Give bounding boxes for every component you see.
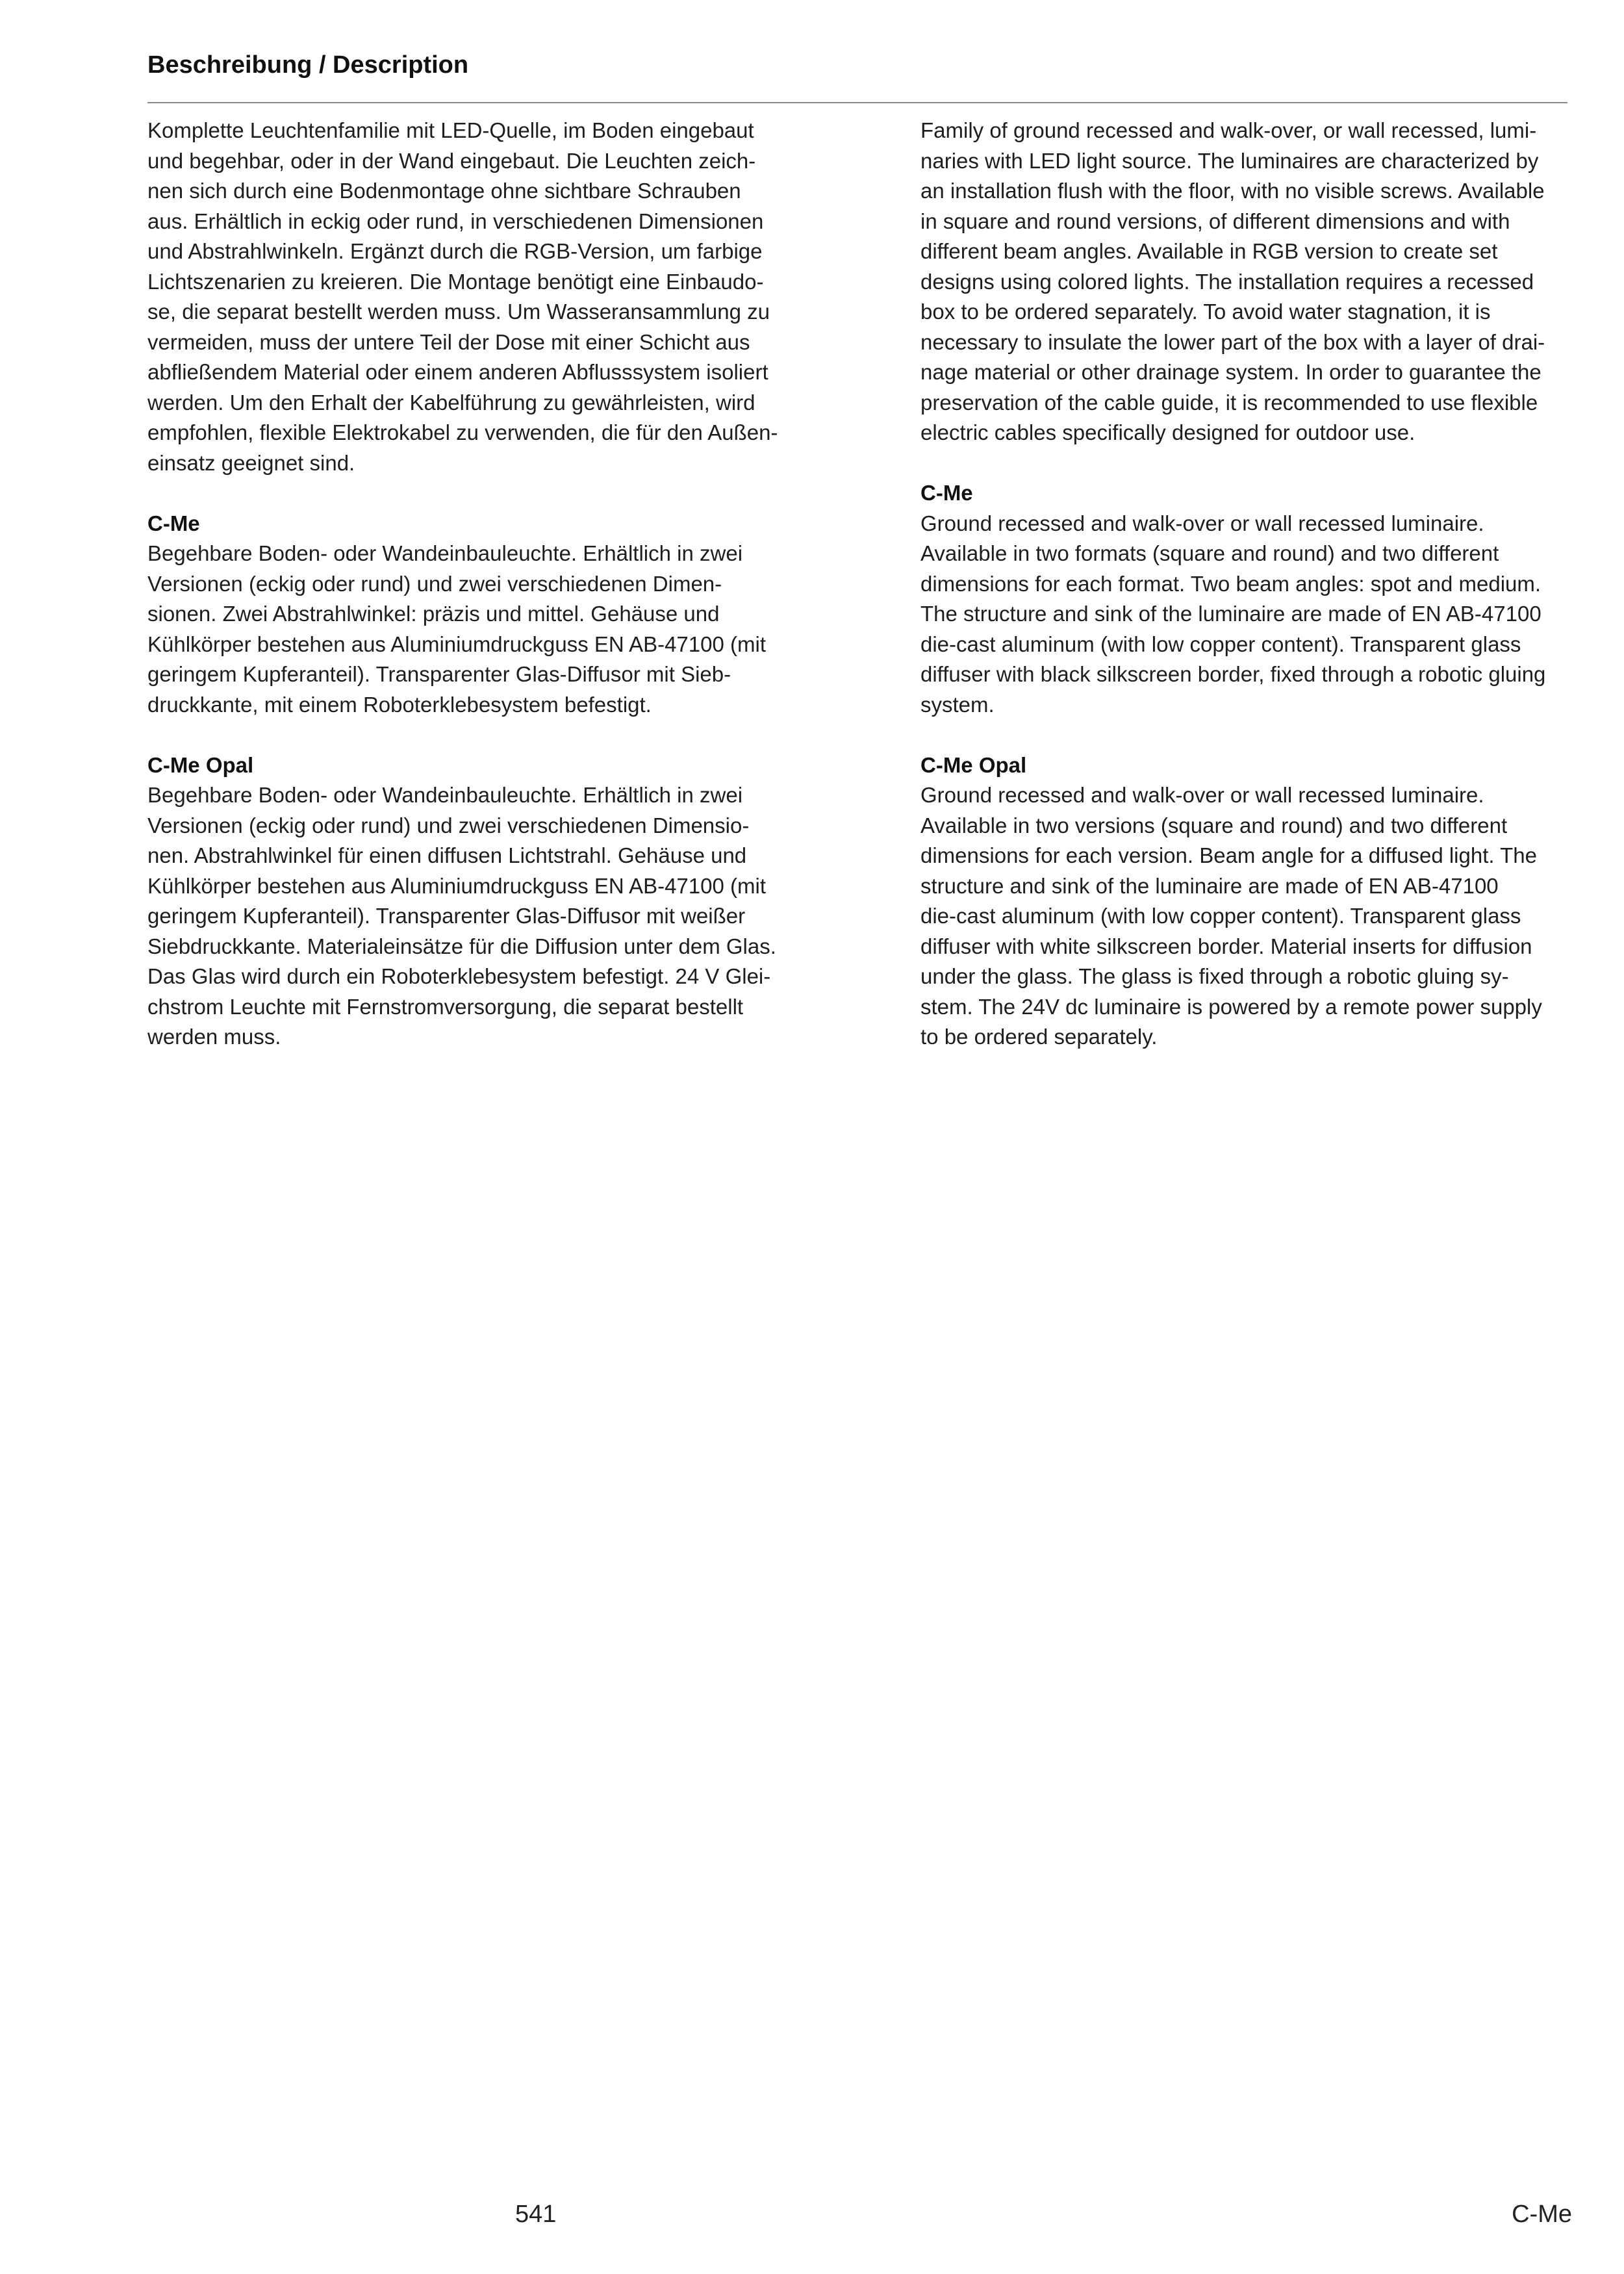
text-line: stem. The 24V dc luminaire is powered by a remote power supply	[920, 994, 1542, 1019]
text-line: to be ordered separately.	[920, 1025, 1158, 1049]
text-line: nen. Abstrahlwinkel für einen diffusen Lichtstrahl. Gehäuse und	[147, 843, 747, 867]
text-line: Versionen (eckig oder rund) und zwei verschiedenen Dimen-	[147, 571, 722, 596]
text-line: in square and round versions, of different dimensions and with	[920, 209, 1510, 233]
text-line: dimensions for each format. Two beam angles: spot and medium.	[920, 571, 1542, 596]
text-line: electric cables specifically designed for outdoor use.	[920, 420, 1415, 444]
text-line: abfließendem Material oder einem anderen Abflusssystem isoliert	[147, 360, 768, 384]
text-line: dimensions for each version. Beam angle for a diffused light. The	[920, 843, 1537, 867]
text-line: geringem Kupferanteil). Transparenter Glas-Diffusor mit weißer	[147, 904, 746, 928]
german-column	[147, 116, 810, 1053]
text-line: different beam angles. Available in RGB version to create set	[920, 239, 1498, 263]
english-opal-section	[920, 750, 1577, 1053]
text-line: Begehbare Boden- oder Wandeinbauleuchte. Erhältlich in zwei	[147, 783, 743, 807]
german-opal-section	[147, 750, 810, 1053]
text-line: Kühlkörper bestehen aus Aluminiumdruckguss EN AB-47100 (mit	[147, 632, 766, 656]
english-cme-section	[920, 478, 1577, 720]
text-line: Available in two formats (square and round) and two different	[920, 541, 1499, 565]
text-line: Ground recessed and walk-over or wall recessed luminaire.	[920, 511, 1484, 535]
text-line: se, die separat bestellt werden muss. Um Wasseransammlung zu	[147, 300, 770, 324]
text-line: Komplette Leuchtenfamilie mit LED-Quelle, im Boden eingebaut	[147, 118, 754, 142]
german-intro-paragraph	[147, 116, 810, 478]
text-line: an installation flush with the floor, with no visible screws. Available	[920, 179, 1545, 203]
text-line: Siebdruckkante. Materialeinsätze für die Diffusion unter dem Glas.	[147, 934, 776, 958]
section-heading-cme: C-Me	[920, 481, 973, 505]
english-intro-paragraph	[920, 116, 1577, 448]
english-column	[920, 116, 1577, 1053]
text-line: Available in two versions (square and round) and two different	[920, 813, 1508, 837]
text-line: system.	[920, 692, 995, 717]
text-line: Das Glas wird durch ein Roboterklebesystem befestigt. 24 V Glei-	[147, 964, 771, 988]
text-line: structure and sink of the luminaire are made of EN AB-47100	[920, 873, 1499, 898]
text-line: die-cast aluminum (with low copper content). Transparent glass	[920, 632, 1521, 656]
page-number: 541	[515, 2201, 557, 2228]
section-heading-cme-opal: C-Me Opal	[920, 752, 1027, 777]
text-line: sionen. Zwei Abstrahlwinkel: präzis und mittel. Gehäuse und	[147, 602, 720, 626]
text-line: einsatz geeignet sind.	[147, 450, 355, 475]
text-line: werden. Um den Erhalt der Kabelführung zu gewährleisten, wird	[147, 390, 755, 415]
section-heading-cme-opal: C-Me Opal	[147, 752, 254, 777]
text-line: Versionen (eckig oder rund) und zwei verschiedenen Dimensio-	[147, 813, 750, 837]
text-line: preservation of the cable guide, it is recommended to use flexible	[920, 390, 1538, 415]
text-line: chstrom Leuchte mit Fernstromversorgung, die separat bestellt	[147, 994, 744, 1019]
text-line: Begehbare Boden- oder Wandeinbauleuchte. Erhältlich in zwei	[147, 541, 743, 565]
german-cme-section	[147, 509, 810, 721]
text-line: box to be ordered separately. To avoid water stagnation, it is	[920, 300, 1491, 324]
page-title: Beschreibung / Description	[147, 51, 469, 79]
text-line: naries with LED light source. The luminaires are characterized by	[920, 148, 1539, 173]
text-line: vermeiden, muss der untere Teil der Dose mit einer Schicht aus	[147, 329, 750, 354]
text-line: Family of ground recessed and walk-over, or wall recessed, lumi-	[920, 118, 1537, 142]
text-line: empfohlen, flexible Elektrokabel zu verwenden, die für den Außen-	[147, 420, 778, 444]
text-line: diffuser with white silkscreen border. Material inserts for diffusion	[920, 934, 1532, 958]
section-heading-cme: C-Me	[147, 511, 200, 535]
text-line: necessary to insulate the lower part of the box with a layer of drai-	[920, 329, 1545, 354]
paragraph-spacer	[147, 720, 810, 750]
paragraph-spacer	[920, 448, 1577, 479]
text-line: die-cast aluminum (with low copper content). Transparent glass	[920, 904, 1521, 928]
text-line: und begehbar, oder in der Wand eingebaut. Die Leuchten zeich-	[147, 148, 756, 173]
text-line: nage material or other drainage system. In order to guarantee the	[920, 360, 1542, 384]
text-line: nen sich durch eine Bodenmontage ohne sichtbare Schrauben	[147, 179, 741, 203]
text-line: aus. Erhältlich in eckig oder rund, in verschiedenen Dimensionen	[147, 209, 764, 233]
text-line: diffuser with black silkscreen border, fixed through a robotic gluing	[920, 662, 1546, 686]
text-line: und Abstrahlwinkeln. Ergänzt durch die RGB-Version, um farbige	[147, 239, 763, 263]
header-divider	[147, 102, 1567, 103]
footer-product-name: C-Me	[1512, 2201, 1572, 2228]
text-line: Kühlkörper bestehen aus Aluminiumdruckguss EN AB-47100 (mit	[147, 873, 766, 898]
text-line: The structure and sink of the luminaire are made of EN AB-47100	[920, 602, 1542, 626]
paragraph-spacer	[147, 478, 810, 509]
text-line: druckkante, mit einem Roboterklebesystem befestigt.	[147, 692, 652, 717]
text-line: Ground recessed and walk-over or wall recessed luminaire.	[920, 783, 1484, 807]
text-line: Lichtszenarien zu kreieren. Die Montage benötigt eine Einbaudo-	[147, 269, 764, 294]
paragraph-spacer	[920, 720, 1577, 750]
text-line: designs using colored lights. The installation requires a recessed	[920, 269, 1534, 294]
text-line: geringem Kupferanteil). Transparenter Glas-Diffusor mit Sieb-	[147, 662, 731, 686]
text-line: werden muss.	[147, 1025, 281, 1049]
text-line: under the glass. The glass is fixed through a robotic gluing sy-	[920, 964, 1509, 988]
